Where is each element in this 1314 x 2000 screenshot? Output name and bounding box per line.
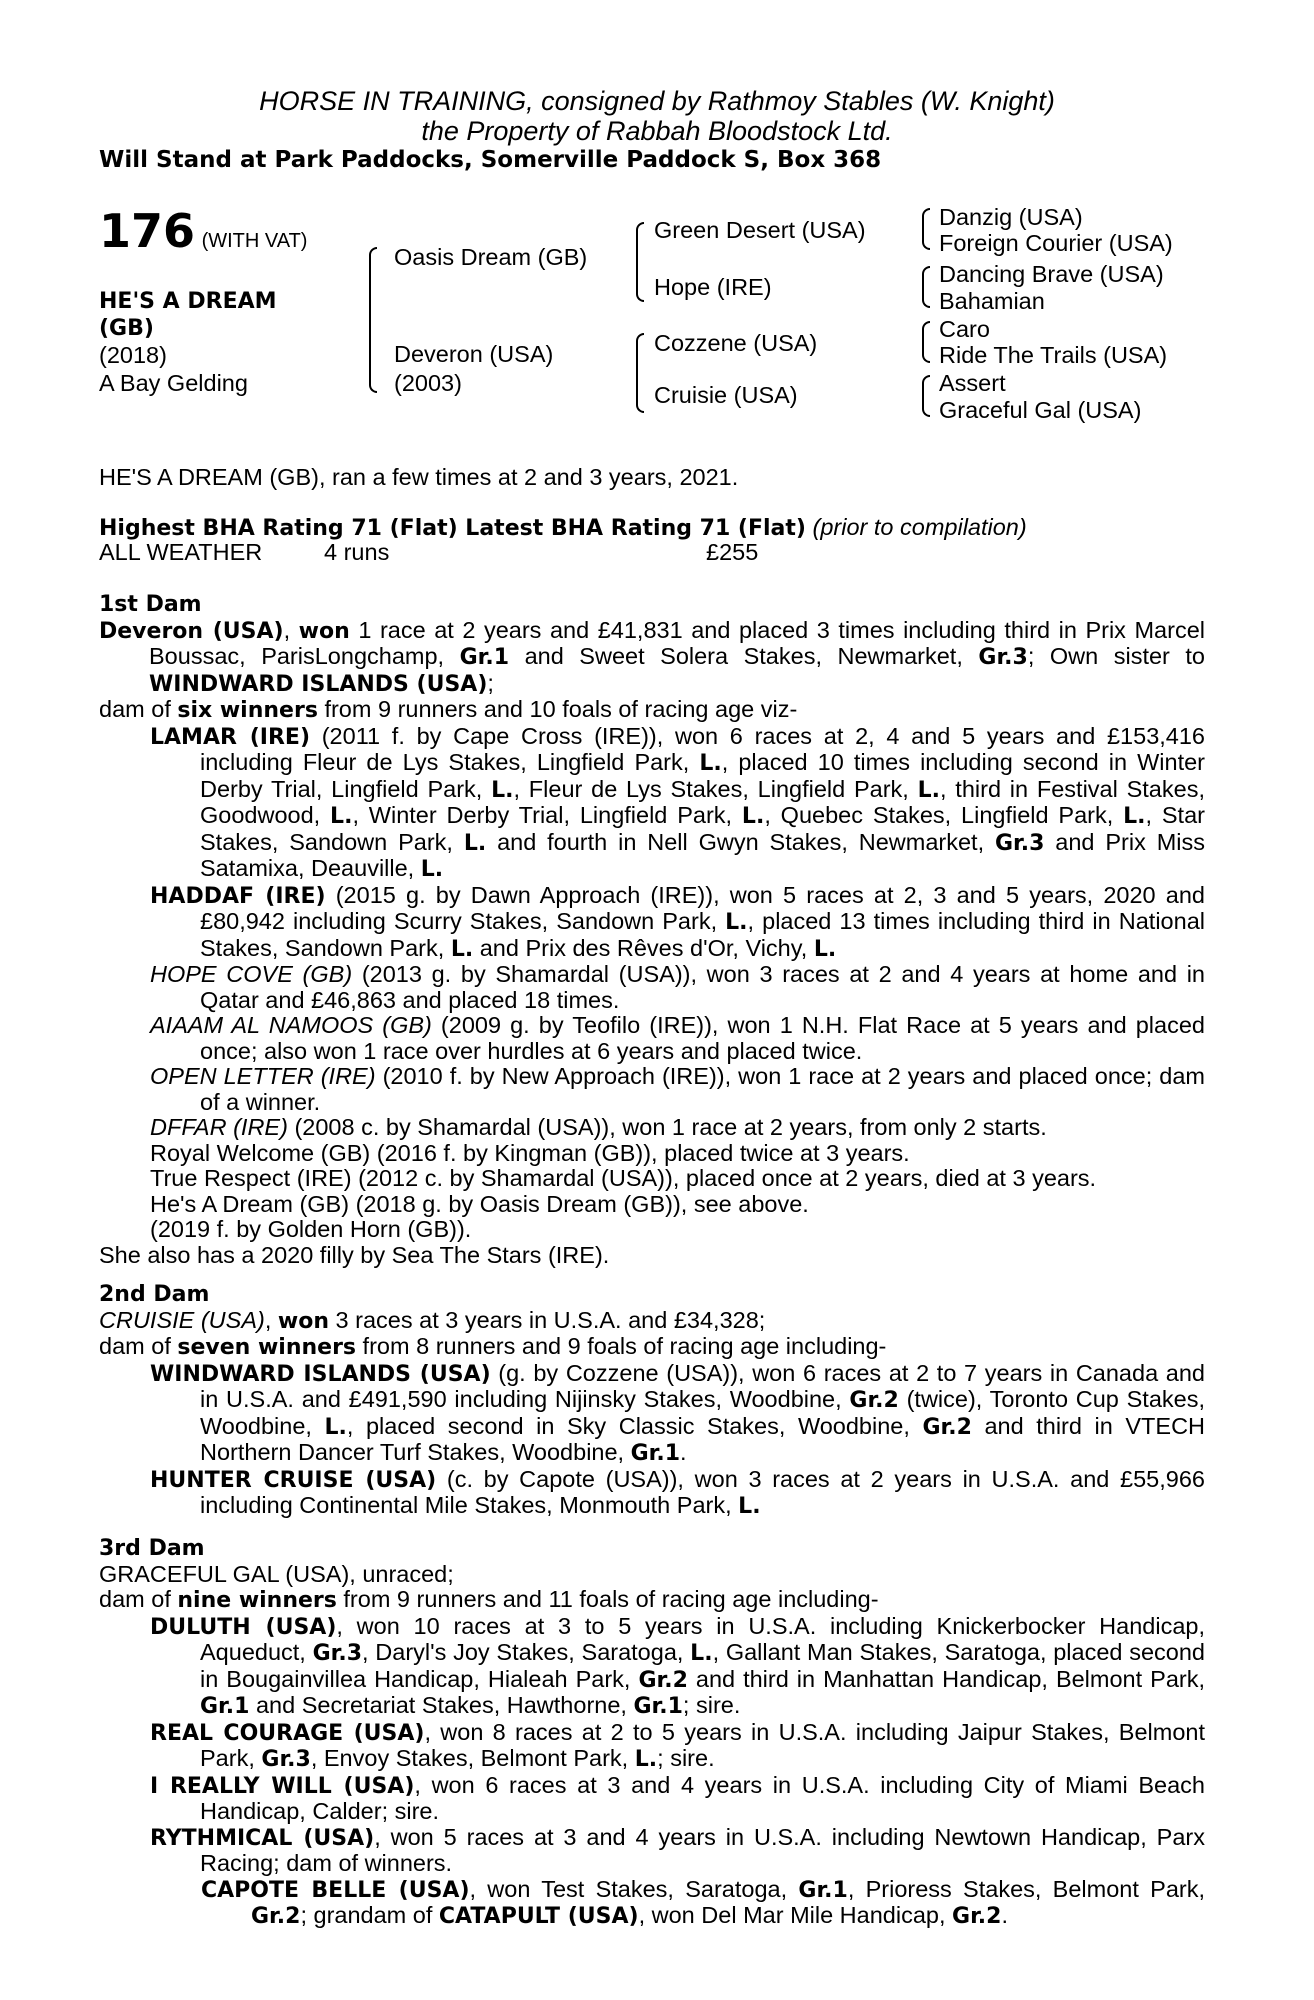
dam-of-line: dam of six winners from 9 runners and 10 foals of racing age viz- [99,696,798,723]
property-line: the Property of Rabbah Bloodstock Ltd. [421,116,893,146]
dam-dam: Cruisie (USA) [654,382,798,408]
progeny-open-letter: OPEN LETTER (IRE) (2010 f. by New Approach (IRE)), won 1 race at 2 years and placed once; dam of a winner. [150,1063,1205,1115]
horse-name: HE'S A DREAM [99,289,277,314]
horse-description: A Bay Gelding [99,370,248,396]
progeny-real-courage: REAL COURAGE (USA), won 8 races at 2 to 5 years in U.S.A. including Jaipur Stakes, Belmont Park, Gr.3, Envoy Stakes, Belmont Park, L.; sire. [150,1718,1205,1772]
pedigree-bracket-6 [922,321,930,363]
progeny-lamar: LAMAR (IRE) (2011 f. by Cape Cross (IRE)), won 6 races at 2, 4 and 5 years and £153,416 including Fleur de Lys Stakes, Lingfield Park, L., placed 10 times including second in Winter Derby Trial, Lingfield Park, L., Fleur de Lys Stakes, Lingfield Park, L., third in Festival Stakes, Goodwood, L., Winter Derby Trial, Lingfield Park, L., Quebec Stakes, Lingfield Park, L., Star Stakes, Sandown Park, L. and fourth in Nell Gwyn Stakes, Newmarket, Gr.3 and Prix Miss Satamixa, Deauville, L. [150,722,1205,882]
sss: Danzig (USA) [939,204,1083,230]
section-heading: 1st Dam [99,592,202,617]
pedigree-bracket-5 [922,266,930,308]
dss: Caro [939,316,990,342]
pedigree-bracket-4 [922,208,930,250]
ssd: Foreign Courier (USA) [939,230,1173,256]
pedigree-bracket-3 [636,333,644,413]
pedigree-bracket-2 [636,222,644,302]
horse-origin: (GB) [99,316,154,341]
sire-sire: Green Desert (USA) [654,217,866,243]
pedigree-bracket-1 [369,247,377,393]
pedigree-bracket-7 [922,375,930,417]
progeny-hunter-cruise: HUNTER CRUISE (USA) (c. by Capote (USA)), won 3 races at 2 years in U.S.A. and £55,966 including Continental Mile Stakes, Monmouth Park, L. [150,1465,1205,1519]
progeny-i-really-will: I REALLY WILL (USA), won 6 races at 3 and 4 years in U.S.A. including City of Miami Beach Handicap, Calder; sire. [150,1771,1205,1824]
sdd: Bahamian [939,288,1045,314]
stand-line: Will Stand at Park Paddocks, Somerville Paddock S, Box 368 [99,147,882,173]
progeny-windward: WINDWARD ISLANDS (USA) (g. by Cozzene (USA)), won 6 races at 2 to 7 years in Canada and in U.S.A. and £491,590 including Nijinsky Stakes, Woodbine, Gr.2 (twice), Toronto Cup Stakes, Woodbine, L., placed second in Sky Classic Stakes, Woodbine, Gr.2 and third in VTECH Northern Dancer Turf Stakes, Woodbine, Gr.1. [150,1359,1206,1466]
ddd: Graceful Gal (USA) [939,397,1142,423]
progeny-aiaam: AIAAM AL NAMOOS (GB) (2009 g. by Teofilo (IRE)), won 1 N.H. Flat Race at 5 years and placed once; also won 1 race over hurdles at 6 years and placed twice. [150,1012,1205,1064]
progeny-2019-filly: (2019 f. by Golden Horn (GB)). [150,1216,472,1242]
dam-record: CRUISIE (USA), won 3 races at 3 years in U.S.A. and £34,328; [99,1306,766,1334]
sire: Oasis Dream (GB) [394,244,588,270]
progeny-rythmical: RYTHMICAL (USA), won 5 races at 3 and 4 years in U.S.A. including Newtown Handicap, Parx Racing; dam of winners. [150,1823,1205,1876]
progeny-hes-a-dream: He's A Dream (GB) (2018 g. by Oasis Dream (GB)), see above. [150,1190,809,1217]
dds: Assert [939,370,1006,396]
section-heading: 2nd Dam [99,1282,210,1307]
dam-record: GRACEFUL GAL (USA), unraced; [99,1560,454,1587]
vat-note: (WITH VAT) [201,230,308,252]
progeny-hope-cove: HOPE COVE (GB) (2013 g. by Shamardal (USA)), won 3 races at 2 and 4 years at home and in Qatar and £46,863 and placed 18 times. [150,961,1205,1013]
section-heading: 3rd Dam [99,1536,205,1561]
progeny-dffar: DFFAR (IRE) (2008 c. by Shamardal (USA)), won 1 race at 2 years, from only 2 starts. [150,1114,1047,1140]
dam-of-line: dam of seven winners from 8 runners and 9 foals of racing age including- [99,1333,887,1360]
horse-year: (2018) [99,342,167,368]
rating-note: (prior to compilation) [812,514,1027,540]
progeny-royal-welcome: Royal Welcome (GB) (2016 f. by Kingman (GB)), placed twice at 3 years. [150,1139,910,1166]
dam-record: Deveron (USA), won 1 race at 2 years and £41,831 and placed 3 times including third in Prix Marcel Boussac, ParisLongchamp, Gr.1 and Sweet Solera Stakes, Newmarket, Gr.3; Own sister to WINDWARD ISLANDS (USA); [99,616,1205,697]
lot-number: 176 [99,204,196,258]
dam: Deveron (USA) [394,341,554,367]
progeny-capote-belle: CAPOTE BELLE (USA), won Test Stakes, Saratoga, Gr.1, Prioress Stakes, Belmont Park, Gr.2; grandam of CATAPULT (USA), won Del Mar Mile Handicap, Gr.2. [201,1875,1205,1929]
surface-label: ALL WEATHER [99,539,263,565]
also-note: She also has a 2020 filly by Sea The Stars (IRE). [99,1241,610,1268]
progeny-duluth: DULUTH (USA), won 10 races at 3 to 5 years in U.S.A. including Knickerbocker Handicap, Aqueduct, Gr.3, Daryl's Joy Stakes, Saratoga, L., Gallant Man Stakes, Saratoga, placed second in Bougainvillea Handicap, Hialeah Park, Gr.2 and third in Manhattan Handicap, Belmont Park, Gr.1 and Secretariat Stakes, Hawthorne, Gr.1; sire. [150,1612,1206,1719]
rating-label: Highest BHA Rating 71 (Flat) Latest BHA Rating 71 (Flat) [99,516,806,541]
consignor-line: HORSE IN TRAINING, consigned by Rathmoy Stables (W. Knight) [259,86,1055,116]
lot-number-row [99,204,308,258]
rating-row [99,515,1027,542]
third-dam-section [99,1536,1205,1930]
second-dam-section [99,1282,1205,1520]
sds: Dancing Brave (USA) [939,261,1164,287]
race-summary: HE'S A DREAM (GB), ran a few times at 2 and 3 years, 2021. [99,464,739,490]
surface-runs: 4 runs [324,539,390,565]
sire-dam: Hope (IRE) [654,274,772,300]
dam-of-line: dam of nine winners from 9 runners and 11 foals of racing age including- [99,1586,879,1613]
dam-year: (2003) [394,370,462,396]
dam-sire: Cozzene (USA) [654,330,818,356]
progeny-true-respect: True Respect (IRE) (2012 c. by Shamardal (USA)), placed once at 2 years, died at 3 years. [150,1165,1097,1191]
first-dam-section [99,592,1205,1268]
dsd: Ride The Trails (USA) [939,342,1168,368]
surface-earnings: £255 [706,539,759,565]
progeny-haddaf: HADDAF (IRE) (2015 g. by Dawn Approach (IRE)), won 5 races at 2, 3 and 5 years, 2020 and £80,942 including Scurry Stakes, Sandown Park, L., placed 13 times including third in National Stakes, Sandown Park, L. and Prix des Rêves d'Or, Vichy, L. [150,881,1205,962]
